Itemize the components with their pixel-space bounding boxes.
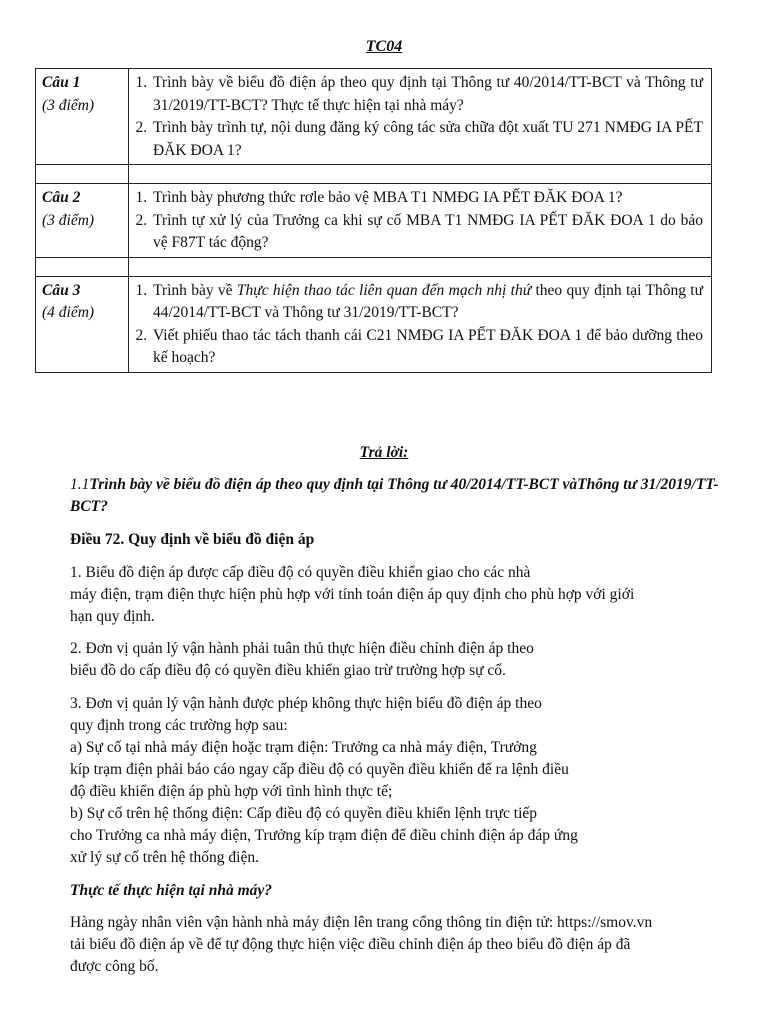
question-label-cell [36,69,129,165]
practice-paragraph [70,912,720,978]
spacer-row [36,257,712,276]
question-points: (3 điểm) [42,96,95,114]
text-line: cho Trưởng ca nhà máy điện, Trưởng kíp trạm điện để điều chỉnh điện áp đáp ứng [70,827,578,844]
practice-heading: Thực tế thực hiện tại nhà máy? [70,882,272,899]
text-line: kíp trạm điện phải báo cáo ngay cấp điều độ có quyền điều khiển để ra lệnh điều [70,761,569,778]
article-paragraph-2 [70,638,720,682]
question-row [36,276,712,372]
question-label-cell [36,184,129,258]
text-line: được công bố. [70,958,159,975]
question-item-italic: Thực hiện thao tác liên quan đến mạch nhị thứ [236,281,532,299]
text-line: quy định trong các trường hợp sau: [70,717,288,734]
questions-table [35,68,712,373]
answer-question-number: 1.1 [70,476,90,493]
text-line: 1. Biểu đồ điện áp được cấp điều độ có quyền điều khiển giao cho các nhà [70,564,531,581]
document-title: TC04 [365,38,403,55]
text-line: biểu đồ do cấp điều độ có quyền điều khiển giao trừ trường hợp sự cố. [70,662,506,679]
text-line: b) Sự cố trên hệ thống điện: Cấp điều độ có quyền điều khiển lệnh trực tiếp [70,805,538,822]
answer-title: Trả lời: [359,444,409,461]
question-body-cell [129,184,712,258]
text-line: 3. Đơn vị quản lý vận hành được phép không thực hiện biểu đồ điện áp theo [70,695,542,712]
question-item: 1. Trình bày về biểu đồ điện áp theo quy định tại Thông tư 40/2014/TT-BCT và Thông tư 31/2019/TT-BCT? Thực tế thực hiện tại nhà máy? [151,72,703,117]
question-points: (3 điểm) [42,211,95,229]
text-line: tải biểu đồ điện áp về để tự động thực hiện việc điều chỉnh điện áp theo biểu đồ điện áp đã [70,936,631,953]
spacer-row [36,165,712,184]
text-line: 2. Đơn vị quản lý vận hành phải tuân thủ thực hiện điều chỉnh điện áp theo [70,640,534,657]
answer-question-text: Trình bày về biểu đồ điện áp theo quy định tại Thông tư 40/2014/TT-BCT vàThông tư 31/2019/TT-BCT? [70,476,719,515]
question-points: (4 điểm) [42,304,95,321]
text-line: máy điện, trạm điện thực hiện phù hợp với tính toán điện áp quy định cho phù hợp với giới [70,586,635,603]
question-item: 1. Trình bày phương thức rơle bảo vệ MBA T1 NMĐG IA PẾT ĐĂK ĐOA 1? [151,187,703,210]
question-item-pre: Trình bày về [153,281,237,299]
question-label-cell [36,276,129,372]
text-line: a) Sự cố tại nhà máy điện hoặc trạm điện: Trưởng ca nhà máy điện, Trưởng [70,739,537,756]
question-body-cell [129,69,712,165]
question-row [36,184,712,258]
question-number: Câu 2 [42,189,81,206]
question-item: 2. Viết phiếu thao tác tách thanh cái C21 NMĐG IA PẾT ĐĂK ĐOA 1 để bảo dưỡng theo kế hoạch? [151,325,703,370]
article-heading: Điều 72. Quy định về biểu đồ điện áp [70,531,315,548]
text-line: xử lý sự cố trên hệ thống điện. [70,849,259,866]
question-number: Câu 1 [42,74,81,91]
answer-question [70,474,720,518]
question-number: Câu 3 [42,281,81,299]
text-line: Hàng ngày nhân viên vận hành nhà máy điện lên trang cổng thông tin điện tử: https://smov.vn [70,914,653,931]
text-line: hạn quy định. [70,608,155,625]
question-item [151,280,703,325]
text-line: độ điều khiển điện áp phù hợp với tình hình thực tế; [70,783,393,800]
article-paragraph-1 [70,562,720,628]
question-row [36,69,712,165]
article-paragraph-3 [70,693,720,869]
question-item-post: theo quy định tại Thông tư 44/2014/TT-BCT và Thông tư 31/2019/TT-BCT? [153,281,703,321]
question-item: 2. Trình bày trình tự, nội dung đăng ký công tác sửa chữa đột xuất TU 271 NMĐG IA PẾT ĐĂK ĐOA 1? [151,117,703,162]
question-item: 2. Trình tự xử lý của Trưởng ca khi sự cố MBA T1 NMĐG IA PẾT ĐĂK ĐOA 1 do bảo vệ F87T tác động? [151,210,703,255]
question-body-cell [129,276,712,372]
